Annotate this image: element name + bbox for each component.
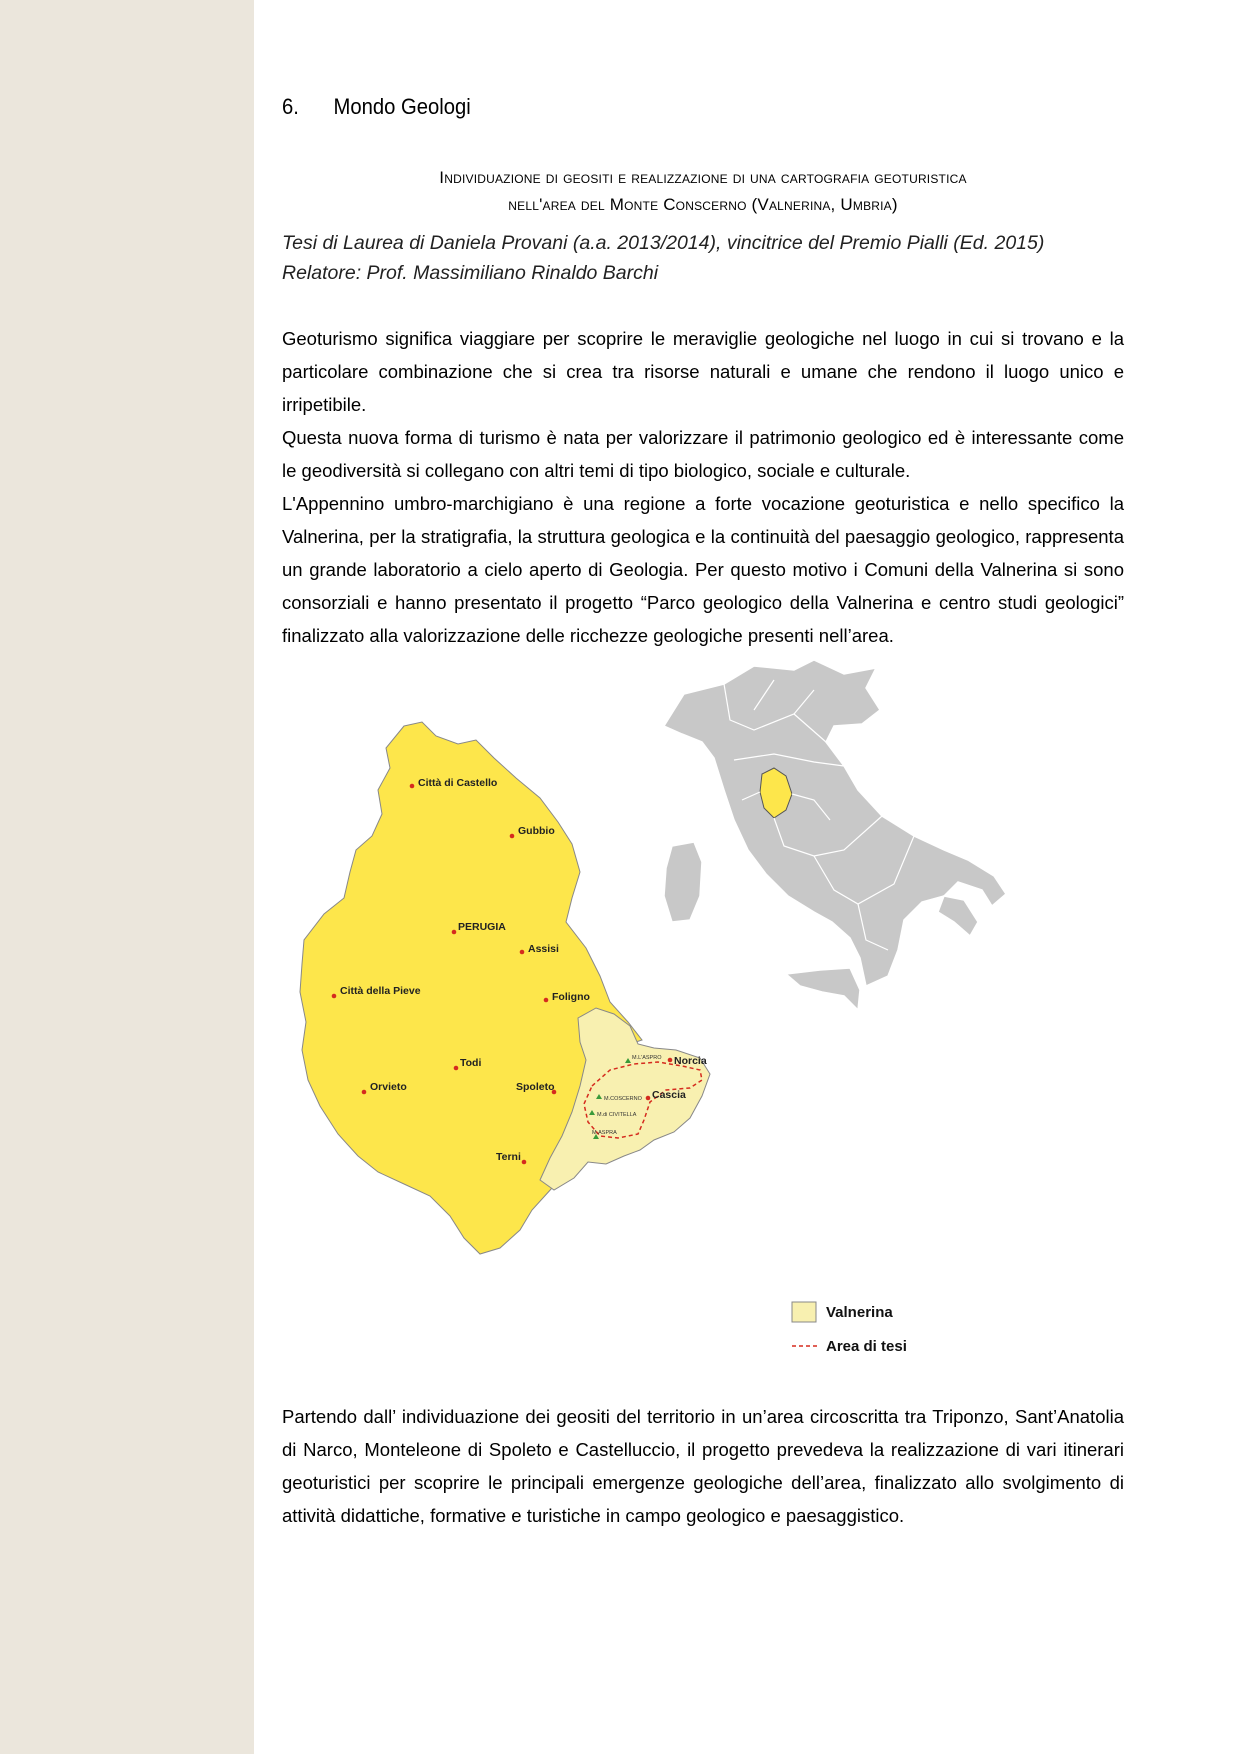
city-label-norcia: Norcia xyxy=(674,1055,707,1067)
city-label-assisi: Assisi xyxy=(528,943,559,955)
city-label-terni: Terni xyxy=(496,1151,521,1163)
sicily-shape xyxy=(786,968,860,1010)
city-label-cascia: Cascia xyxy=(652,1089,686,1101)
thesis-title xyxy=(282,164,1124,218)
city-dot xyxy=(544,998,549,1003)
city-dot xyxy=(362,1090,367,1095)
city-dot xyxy=(668,1058,673,1063)
city-label-orvieto: Orvieto xyxy=(370,1081,407,1093)
side-band xyxy=(0,0,254,1754)
italy-inset-map xyxy=(664,660,1006,1010)
city-label-gubbio: Gubbio xyxy=(518,825,555,837)
map-legend xyxy=(792,1302,907,1355)
city-label-citta-della-pieve: Città della Pieve xyxy=(340,985,421,997)
umbria-main-map xyxy=(300,722,710,1254)
sardinia-shape xyxy=(664,842,702,922)
legend-area-di-tesi-label: Area di tesi xyxy=(826,1338,907,1355)
outro-text xyxy=(282,1400,1124,1532)
map-svg xyxy=(254,650,1094,1410)
thesis-meta xyxy=(282,228,1124,288)
city-dot xyxy=(452,930,457,935)
thesis-subtitle: Tesi di Laurea di Daniela Provani (a.a. 2013/2014), vincitrice del Premio Pialli (Ed. 2015) xyxy=(282,232,1045,254)
italy-shape xyxy=(664,660,1006,986)
legend-valnerina-swatch xyxy=(792,1302,816,1322)
city-label-perugia: PERUGIA xyxy=(458,921,506,933)
peak-label-m-laspro: M.L'ASPRO xyxy=(632,1055,662,1061)
city-dot xyxy=(646,1096,651,1101)
city-dot xyxy=(522,1160,527,1165)
city-label-foligno: Foligno xyxy=(552,991,590,1003)
paragraph: L'Appennino umbro-marchigiano è una regione a forte vocazione geoturistica e nello specifico la Valnerina, per la stratigrafia, la struttura geologica e la continuità del paesaggio geologico, rappresenta un grande laboratorio a cielo aperto di Geologia. Per questo motivo i Comuni della Valnerina si sono consorziali e hanno presentato il progetto “Parco geologico della Valnerina e centro studi geologici” finalizzato alla valorizzazione delle ricchezze geologiche presenti nell’area. xyxy=(282,493,1124,646)
paragraph: Questa nuova forma di turismo è nata per valorizzare il patrimonio geologico ed è interessante come le geodiversità si collegano con altri temi di tipo biologico, sociale e culturale. xyxy=(282,427,1124,481)
city-dot xyxy=(520,950,525,955)
italy-boot-heel xyxy=(938,896,978,936)
city-dot xyxy=(410,784,415,789)
peak-label-m-civitella: M.di CIVITELLA xyxy=(597,1112,637,1118)
city-dot xyxy=(332,994,337,999)
city-label-todi: Todi xyxy=(460,1057,482,1069)
umbria-map-figure xyxy=(254,650,1094,1410)
peak-label-m-aspra: M.ASPRA xyxy=(592,1130,617,1136)
thesis-title-line-2: nell'area del Monte Conscerno (Valnerina, Umbria) xyxy=(508,195,898,214)
paragraph: Partendo dall’ individuazione dei geositi del territorio in un’area circoscritta tra Triponzo, Sant’Anatolia di Narco, Monteleone di Spoleto e Castelluccio, il progetto prevedeva la realizzazione di vari itinerari geoturistici per scoprire le principali emergenze geologiche dell’area, finalizzato allo svolgimento di attività didattiche, formative e turistiche in campo geologico e paesaggistico. xyxy=(282,1406,1124,1526)
city-dot xyxy=(510,834,515,839)
section-number: 6. xyxy=(282,94,299,119)
thesis-title-line-1: Individuazione di geositi e realizzazione di una cartografia geoturistica xyxy=(439,168,967,187)
city-dot xyxy=(454,1066,459,1071)
city-label-citta-di-castello: Città di Castello xyxy=(418,777,498,789)
legend-valnerina-label: Valnerina xyxy=(826,1304,893,1321)
intro-text xyxy=(282,322,1124,652)
city-label-spoleto: Spoleto xyxy=(516,1081,555,1093)
paragraph: Geoturismo significa viaggiare per scoprire le meraviglie geologiche nel luogo in cui si trovano e la particolare combinazione che si crea tra risorse naturali e umane che rendono il luogo unico e irripetibile. xyxy=(282,328,1124,415)
section-title: Mondo Geologi xyxy=(333,94,471,119)
section-heading xyxy=(282,94,471,120)
peak-label-m-coscerno: M.COSCERNO xyxy=(604,1096,642,1102)
thesis-advisor: Relatore: Prof. Massimiliano Rinaldo Barchi xyxy=(282,262,659,284)
